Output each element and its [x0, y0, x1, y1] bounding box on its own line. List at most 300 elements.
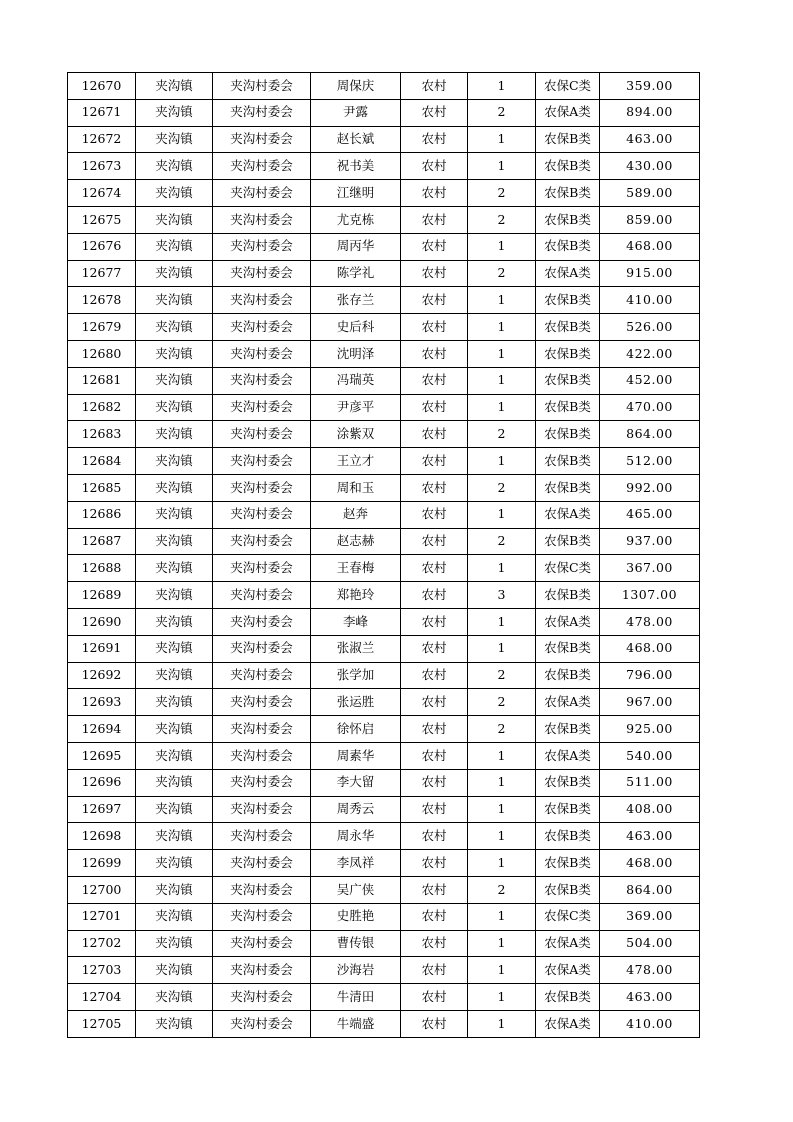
household-type-cell: 农村	[401, 689, 468, 716]
table-row	[68, 903, 700, 930]
town-cell: 夹沟镇	[136, 474, 213, 501]
person-name-cell: 史胜艳	[311, 903, 401, 930]
member-count-cell: 1	[468, 742, 536, 769]
household-type-cell: 农村	[401, 394, 468, 421]
household-type-cell: 农村	[401, 73, 468, 100]
person-name-cell: 周永华	[311, 823, 401, 850]
person-name-cell: 陈学礼	[311, 260, 401, 287]
member-count-cell: 1	[468, 823, 536, 850]
household-type-cell: 农村	[401, 260, 468, 287]
person-name-cell: 江继明	[311, 180, 401, 207]
household-type-cell: 农村	[401, 662, 468, 689]
village-committee-cell: 夹沟村委会	[213, 367, 311, 394]
table-row	[68, 769, 700, 796]
person-name-cell: 赵志赫	[311, 528, 401, 555]
village-committee-cell: 夹沟村委会	[213, 233, 311, 260]
table-row	[68, 608, 700, 635]
amount-cell: 511.00	[600, 769, 700, 796]
village-committee-cell: 夹沟村委会	[213, 126, 311, 153]
household-type-cell: 农村	[401, 153, 468, 180]
member-count-cell: 2	[468, 474, 536, 501]
amount-cell: 359.00	[600, 73, 700, 100]
person-name-cell: 李峰	[311, 608, 401, 635]
table-body	[68, 73, 700, 1038]
town-cell: 夹沟镇	[136, 582, 213, 609]
amount-cell: 512.00	[600, 448, 700, 475]
person-name-cell: 曹传银	[311, 930, 401, 957]
household-type-cell: 农村	[401, 903, 468, 930]
record-id-cell: 12673	[68, 153, 136, 180]
table-row	[68, 206, 700, 233]
insurance-category-cell: 农保B类	[536, 421, 600, 448]
amount-cell: 463.00	[600, 823, 700, 850]
table-row	[68, 448, 700, 475]
household-type-cell: 农村	[401, 742, 468, 769]
household-type-cell: 农村	[401, 126, 468, 153]
member-count-cell: 1	[468, 984, 536, 1011]
person-name-cell: 张运胜	[311, 689, 401, 716]
member-count-cell: 2	[468, 180, 536, 207]
amount-cell: 463.00	[600, 126, 700, 153]
town-cell: 夹沟镇	[136, 260, 213, 287]
person-name-cell: 赵长斌	[311, 126, 401, 153]
village-committee-cell: 夹沟村委会	[213, 796, 311, 823]
record-id-cell: 12681	[68, 367, 136, 394]
person-name-cell: 周和玉	[311, 474, 401, 501]
village-committee-cell: 夹沟村委会	[213, 635, 311, 662]
town-cell: 夹沟镇	[136, 180, 213, 207]
village-committee-cell: 夹沟村委会	[213, 421, 311, 448]
amount-cell: 1307.00	[600, 582, 700, 609]
town-cell: 夹沟镇	[136, 99, 213, 126]
member-count-cell: 1	[468, 850, 536, 877]
record-id-cell: 12689	[68, 582, 136, 609]
amount-cell: 992.00	[600, 474, 700, 501]
table-row	[68, 394, 700, 421]
village-committee-cell: 夹沟村委会	[213, 608, 311, 635]
table-row	[68, 957, 700, 984]
record-id-cell: 12705	[68, 1010, 136, 1037]
town-cell: 夹沟镇	[136, 662, 213, 689]
household-type-cell: 农村	[401, 1010, 468, 1037]
insurance-category-cell: 农保B类	[536, 206, 600, 233]
insurance-category-cell: 农保B类	[536, 984, 600, 1011]
member-count-cell: 2	[468, 421, 536, 448]
insurance-category-cell: 农保B类	[536, 233, 600, 260]
village-committee-cell: 夹沟村委会	[213, 501, 311, 528]
amount-cell: 864.00	[600, 876, 700, 903]
household-type-cell: 农村	[401, 501, 468, 528]
village-committee-cell: 夹沟村委会	[213, 206, 311, 233]
insurance-category-cell: 农保B类	[536, 796, 600, 823]
amount-cell: 410.00	[600, 287, 700, 314]
insurance-category-cell: 农保B类	[536, 448, 600, 475]
member-count-cell: 2	[468, 206, 536, 233]
person-name-cell: 周秀云	[311, 796, 401, 823]
insurance-category-cell: 农保B类	[536, 528, 600, 555]
member-count-cell: 1	[468, 635, 536, 662]
table-row	[68, 662, 700, 689]
town-cell: 夹沟镇	[136, 769, 213, 796]
town-cell: 夹沟镇	[136, 930, 213, 957]
table-row	[68, 99, 700, 126]
table-row	[68, 876, 700, 903]
amount-cell: 452.00	[600, 367, 700, 394]
table-row	[68, 233, 700, 260]
village-committee-cell: 夹沟村委会	[213, 716, 311, 743]
table-row	[68, 126, 700, 153]
village-committee-cell: 夹沟村委会	[213, 957, 311, 984]
village-committee-cell: 夹沟村委会	[213, 555, 311, 582]
village-committee-cell: 夹沟村委会	[213, 153, 311, 180]
table-row	[68, 1010, 700, 1037]
record-id-cell: 12693	[68, 689, 136, 716]
table-row	[68, 287, 700, 314]
amount-cell: 468.00	[600, 850, 700, 877]
insurance-category-cell: 农保C类	[536, 903, 600, 930]
person-name-cell: 祝书美	[311, 153, 401, 180]
record-id-cell: 12680	[68, 340, 136, 367]
member-count-cell: 1	[468, 796, 536, 823]
person-name-cell: 牛端盛	[311, 1010, 401, 1037]
village-committee-cell: 夹沟村委会	[213, 474, 311, 501]
household-type-cell: 农村	[401, 582, 468, 609]
person-name-cell: 冯瑞英	[311, 367, 401, 394]
member-count-cell: 1	[468, 1010, 536, 1037]
village-committee-cell: 夹沟村委会	[213, 448, 311, 475]
amount-cell: 937.00	[600, 528, 700, 555]
town-cell: 夹沟镇	[136, 957, 213, 984]
record-id-cell: 12674	[68, 180, 136, 207]
insurance-category-cell: 农保B类	[536, 635, 600, 662]
record-id-cell: 12678	[68, 287, 136, 314]
town-cell: 夹沟镇	[136, 73, 213, 100]
record-id-cell: 12695	[68, 742, 136, 769]
insurance-category-cell: 农保B类	[536, 876, 600, 903]
town-cell: 夹沟镇	[136, 206, 213, 233]
insurance-category-cell: 农保B类	[536, 582, 600, 609]
member-count-cell: 1	[468, 287, 536, 314]
village-committee-cell: 夹沟村委会	[213, 73, 311, 100]
amount-cell: 859.00	[600, 206, 700, 233]
amount-cell: 478.00	[600, 608, 700, 635]
person-name-cell: 吴广侠	[311, 876, 401, 903]
village-committee-cell: 夹沟村委会	[213, 769, 311, 796]
table-row	[68, 555, 700, 582]
table-row	[68, 823, 700, 850]
insurance-category-cell: 农保C类	[536, 73, 600, 100]
town-cell: 夹沟镇	[136, 153, 213, 180]
person-name-cell: 尤克栋	[311, 206, 401, 233]
household-type-cell: 农村	[401, 367, 468, 394]
household-type-cell: 农村	[401, 528, 468, 555]
table-row	[68, 850, 700, 877]
town-cell: 夹沟镇	[136, 555, 213, 582]
amount-cell: 369.00	[600, 903, 700, 930]
member-count-cell: 1	[468, 957, 536, 984]
person-name-cell: 王春梅	[311, 555, 401, 582]
town-cell: 夹沟镇	[136, 501, 213, 528]
amount-cell: 465.00	[600, 501, 700, 528]
town-cell: 夹沟镇	[136, 126, 213, 153]
person-name-cell: 李大留	[311, 769, 401, 796]
table-row	[68, 314, 700, 341]
insurance-category-cell: 农保A类	[536, 608, 600, 635]
household-type-cell: 农村	[401, 716, 468, 743]
record-id-cell: 12701	[68, 903, 136, 930]
town-cell: 夹沟镇	[136, 984, 213, 1011]
amount-cell: 925.00	[600, 716, 700, 743]
member-count-cell: 2	[468, 260, 536, 287]
household-type-cell: 农村	[401, 876, 468, 903]
town-cell: 夹沟镇	[136, 394, 213, 421]
town-cell: 夹沟镇	[136, 823, 213, 850]
village-committee-cell: 夹沟村委会	[213, 903, 311, 930]
member-count-cell: 1	[468, 367, 536, 394]
town-cell: 夹沟镇	[136, 448, 213, 475]
record-id-cell: 12686	[68, 501, 136, 528]
data-table	[67, 72, 700, 1038]
amount-cell: 589.00	[600, 180, 700, 207]
table-row	[68, 689, 700, 716]
village-committee-cell: 夹沟村委会	[213, 742, 311, 769]
table-row	[68, 528, 700, 555]
amount-cell: 422.00	[600, 340, 700, 367]
town-cell: 夹沟镇	[136, 689, 213, 716]
village-committee-cell: 夹沟村委会	[213, 689, 311, 716]
person-name-cell: 张淑兰	[311, 635, 401, 662]
town-cell: 夹沟镇	[136, 742, 213, 769]
village-committee-cell: 夹沟村委会	[213, 582, 311, 609]
insurance-category-cell: 农保B类	[536, 153, 600, 180]
record-id-cell: 12698	[68, 823, 136, 850]
person-name-cell: 周素华	[311, 742, 401, 769]
person-name-cell: 尹彦平	[311, 394, 401, 421]
person-name-cell: 沙海岩	[311, 957, 401, 984]
town-cell: 夹沟镇	[136, 528, 213, 555]
table-row	[68, 501, 700, 528]
member-count-cell: 1	[468, 233, 536, 260]
household-type-cell: 农村	[401, 957, 468, 984]
insurance-category-cell: 农保A类	[536, 930, 600, 957]
record-id-cell: 12671	[68, 99, 136, 126]
household-type-cell: 农村	[401, 233, 468, 260]
record-id-cell: 12699	[68, 850, 136, 877]
village-committee-cell: 夹沟村委会	[213, 1010, 311, 1037]
amount-cell: 894.00	[600, 99, 700, 126]
amount-cell: 526.00	[600, 314, 700, 341]
record-id-cell: 12685	[68, 474, 136, 501]
table-row	[68, 635, 700, 662]
insurance-category-cell: 农保B类	[536, 126, 600, 153]
person-name-cell: 史后科	[311, 314, 401, 341]
insurance-category-cell: 农保A类	[536, 501, 600, 528]
village-committee-cell: 夹沟村委会	[213, 662, 311, 689]
household-type-cell: 农村	[401, 448, 468, 475]
person-name-cell: 周保庆	[311, 73, 401, 100]
amount-cell: 408.00	[600, 796, 700, 823]
record-id-cell: 12677	[68, 260, 136, 287]
insurance-category-cell: 农保B类	[536, 367, 600, 394]
record-id-cell: 12691	[68, 635, 136, 662]
town-cell: 夹沟镇	[136, 1010, 213, 1037]
member-count-cell: 1	[468, 153, 536, 180]
household-type-cell: 农村	[401, 314, 468, 341]
village-committee-cell: 夹沟村委会	[213, 180, 311, 207]
table-row	[68, 180, 700, 207]
person-name-cell: 徐怀启	[311, 716, 401, 743]
amount-cell: 410.00	[600, 1010, 700, 1037]
record-id-cell: 12675	[68, 206, 136, 233]
household-type-cell: 农村	[401, 984, 468, 1011]
household-type-cell: 农村	[401, 796, 468, 823]
household-type-cell: 农村	[401, 287, 468, 314]
town-cell: 夹沟镇	[136, 635, 213, 662]
member-count-cell: 1	[468, 340, 536, 367]
town-cell: 夹沟镇	[136, 340, 213, 367]
record-id-cell: 12700	[68, 876, 136, 903]
household-type-cell: 农村	[401, 99, 468, 126]
record-id-cell: 12694	[68, 716, 136, 743]
amount-cell: 967.00	[600, 689, 700, 716]
record-id-cell: 12672	[68, 126, 136, 153]
member-count-cell: 1	[468, 608, 536, 635]
village-committee-cell: 夹沟村委会	[213, 99, 311, 126]
insurance-category-cell: 农保B类	[536, 394, 600, 421]
person-name-cell: 李凤祥	[311, 850, 401, 877]
household-type-cell: 农村	[401, 421, 468, 448]
town-cell: 夹沟镇	[136, 421, 213, 448]
person-name-cell: 郑艳玲	[311, 582, 401, 609]
person-name-cell: 涂紫双	[311, 421, 401, 448]
town-cell: 夹沟镇	[136, 903, 213, 930]
amount-cell: 470.00	[600, 394, 700, 421]
village-committee-cell: 夹沟村委会	[213, 930, 311, 957]
member-count-cell: 1	[468, 73, 536, 100]
household-type-cell: 农村	[401, 180, 468, 207]
insurance-category-cell: 农保A类	[536, 742, 600, 769]
record-id-cell: 12679	[68, 314, 136, 341]
insurance-category-cell: 农保A类	[536, 689, 600, 716]
table-row	[68, 984, 700, 1011]
member-count-cell: 1	[468, 126, 536, 153]
member-count-cell: 1	[468, 930, 536, 957]
household-type-cell: 农村	[401, 850, 468, 877]
town-cell: 夹沟镇	[136, 287, 213, 314]
village-committee-cell: 夹沟村委会	[213, 394, 311, 421]
household-type-cell: 农村	[401, 474, 468, 501]
household-type-cell: 农村	[401, 769, 468, 796]
amount-cell: 367.00	[600, 555, 700, 582]
member-count-cell: 1	[468, 501, 536, 528]
table-row	[68, 153, 700, 180]
record-id-cell: 12696	[68, 769, 136, 796]
insurance-category-cell: 农保A类	[536, 1010, 600, 1037]
table-row	[68, 582, 700, 609]
record-id-cell: 12687	[68, 528, 136, 555]
insurance-category-cell: 农保B类	[536, 850, 600, 877]
household-type-cell: 农村	[401, 555, 468, 582]
record-id-cell: 12704	[68, 984, 136, 1011]
household-type-cell: 农村	[401, 823, 468, 850]
member-count-cell: 1	[468, 448, 536, 475]
town-cell: 夹沟镇	[136, 314, 213, 341]
member-count-cell: 3	[468, 582, 536, 609]
village-committee-cell: 夹沟村委会	[213, 260, 311, 287]
record-id-cell: 12684	[68, 448, 136, 475]
table-row	[68, 260, 700, 287]
household-type-cell: 农村	[401, 930, 468, 957]
village-committee-cell: 夹沟村委会	[213, 823, 311, 850]
table-row	[68, 474, 700, 501]
record-id-cell: 12676	[68, 233, 136, 260]
insurance-category-cell: 农保B类	[536, 662, 600, 689]
town-cell: 夹沟镇	[136, 850, 213, 877]
village-committee-cell: 夹沟村委会	[213, 876, 311, 903]
insurance-category-cell: 农保B类	[536, 287, 600, 314]
table-row	[68, 716, 700, 743]
amount-cell: 864.00	[600, 421, 700, 448]
member-count-cell: 1	[468, 555, 536, 582]
member-count-cell: 1	[468, 769, 536, 796]
amount-cell: 540.00	[600, 742, 700, 769]
amount-cell: 915.00	[600, 260, 700, 287]
amount-cell: 478.00	[600, 957, 700, 984]
insurance-category-cell: 农保A类	[536, 957, 600, 984]
amount-cell: 463.00	[600, 984, 700, 1011]
village-committee-cell: 夹沟村委会	[213, 984, 311, 1011]
record-id-cell: 12670	[68, 73, 136, 100]
village-committee-cell: 夹沟村委会	[213, 850, 311, 877]
table-row	[68, 796, 700, 823]
village-committee-cell: 夹沟村委会	[213, 287, 311, 314]
town-cell: 夹沟镇	[136, 608, 213, 635]
person-name-cell: 牛清田	[311, 984, 401, 1011]
person-name-cell: 张存兰	[311, 287, 401, 314]
person-name-cell: 赵奔	[311, 501, 401, 528]
town-cell: 夹沟镇	[136, 367, 213, 394]
member-count-cell: 2	[468, 716, 536, 743]
record-id-cell: 12690	[68, 608, 136, 635]
record-id-cell: 12682	[68, 394, 136, 421]
household-type-cell: 农村	[401, 608, 468, 635]
insurance-category-cell: 农保B类	[536, 314, 600, 341]
town-cell: 夹沟镇	[136, 876, 213, 903]
amount-cell: 504.00	[600, 930, 700, 957]
person-name-cell: 张学加	[311, 662, 401, 689]
member-count-cell: 1	[468, 394, 536, 421]
amount-cell: 430.00	[600, 153, 700, 180]
record-id-cell: 12688	[68, 555, 136, 582]
village-committee-cell: 夹沟村委会	[213, 528, 311, 555]
village-committee-cell: 夹沟村委会	[213, 314, 311, 341]
insurance-category-cell: 农保B类	[536, 340, 600, 367]
amount-cell: 468.00	[600, 635, 700, 662]
record-id-cell: 12703	[68, 957, 136, 984]
record-id-cell: 12683	[68, 421, 136, 448]
member-count-cell: 1	[468, 314, 536, 341]
member-count-cell: 2	[468, 662, 536, 689]
insurance-category-cell: 农保B类	[536, 823, 600, 850]
member-count-cell: 2	[468, 689, 536, 716]
table-row	[68, 340, 700, 367]
record-id-cell: 12692	[68, 662, 136, 689]
person-name-cell: 沈明泽	[311, 340, 401, 367]
town-cell: 夹沟镇	[136, 796, 213, 823]
member-count-cell: 2	[468, 99, 536, 126]
table-row	[68, 421, 700, 448]
table-row	[68, 742, 700, 769]
